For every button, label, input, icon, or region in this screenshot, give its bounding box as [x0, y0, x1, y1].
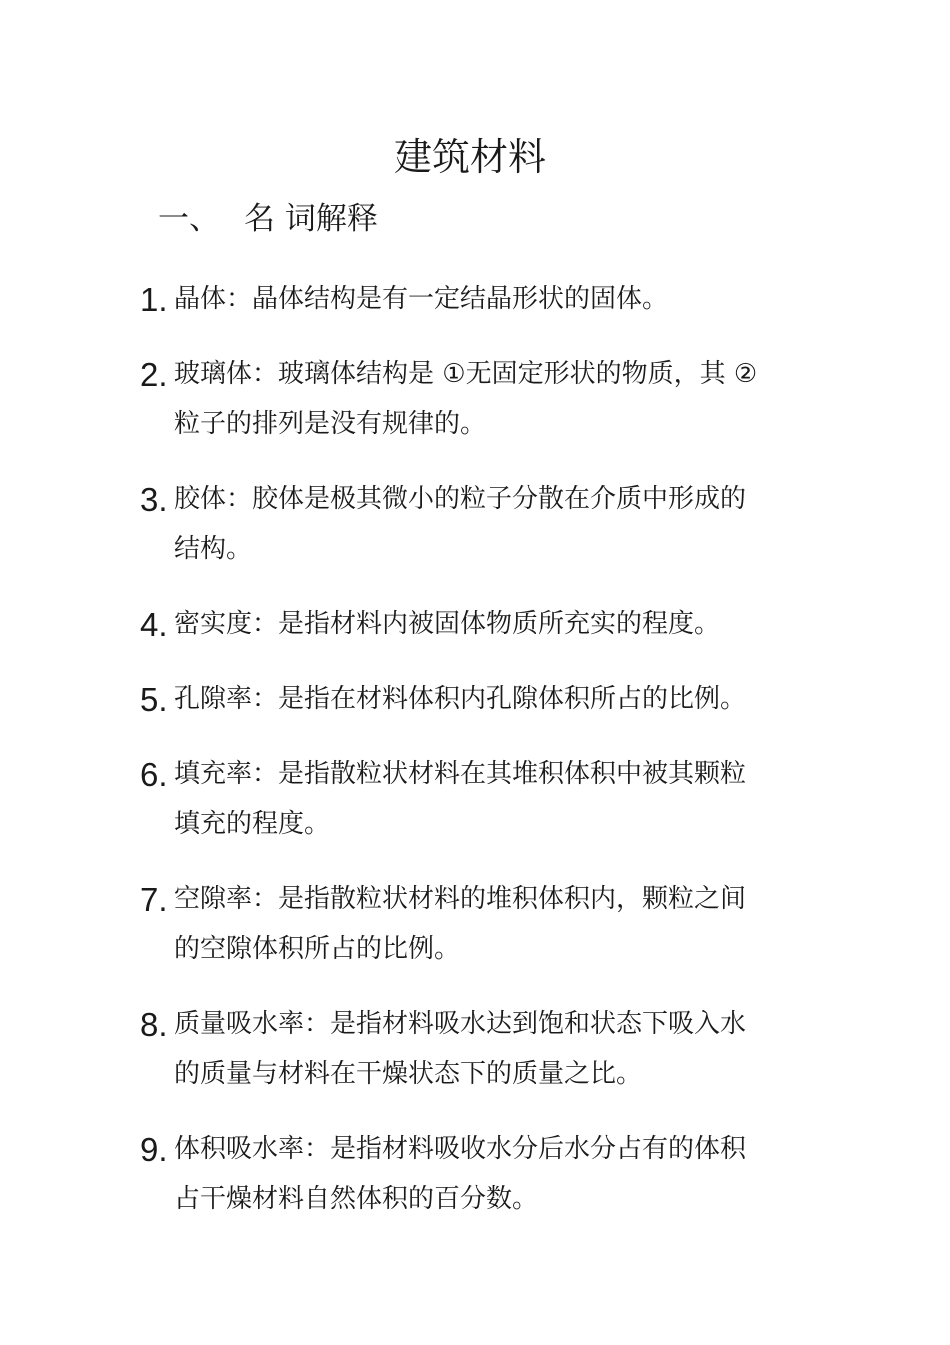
item-text-line: 空隙率：是指散粒状材料的堆积体积内，颗粒之间	[174, 884, 747, 914]
item-text-line: 填充的程度。	[174, 809, 331, 839]
section-number: 一、	[158, 201, 220, 237]
item-text-line: 填充率：是指散粒状材料在其堆积体积中被其颗粒	[174, 759, 747, 789]
item-number: 1.	[140, 281, 168, 318]
list-item	[140, 274, 810, 324]
item-number: 9.	[140, 1131, 168, 1168]
item-text-line: 玻璃体：玻璃体结构是 ①无固定形状的物质，其 ②	[174, 359, 758, 389]
definition-list	[140, 274, 810, 1249]
item-text-line: 密实度：是指材料内被固体物质所充实的程度。	[174, 609, 721, 639]
item-text-line: 的空隙体积所占的比例。	[174, 934, 461, 964]
list-item	[140, 1124, 810, 1224]
section-heading-text: 名 词解释	[244, 201, 378, 237]
item-number: 8.	[140, 1006, 168, 1043]
page-title: 建筑材料	[393, 135, 546, 179]
item-text-line: 粒子的排列是没有规律的。	[174, 409, 487, 439]
item-number: 5.	[140, 681, 168, 718]
item-text-line: 孔隙率：是指在材料体积内孔隙体积所占的比例。	[174, 684, 747, 714]
list-item	[140, 599, 810, 649]
item-number: 7.	[140, 881, 168, 918]
item-number: 2.	[140, 356, 168, 393]
item-text-line: 晶体：晶体结构是有一定结晶形状的固体。	[174, 284, 669, 314]
list-item	[140, 874, 810, 974]
item-text-line: 占干燥材料自然体积的百分数。	[174, 1184, 539, 1214]
section-heading	[158, 198, 378, 240]
item-text-line: 胶体：胶体是极其微小的粒子分散在介质中形成的	[174, 484, 747, 514]
item-number: 6.	[140, 756, 168, 793]
list-item	[140, 749, 810, 849]
list-item	[140, 349, 810, 449]
list-item	[140, 674, 810, 724]
item-number: 4.	[140, 606, 168, 643]
item-number: 3.	[140, 481, 168, 518]
item-text-line: 质量吸水率：是指材料吸水达到饱和状态下吸入水	[174, 1009, 747, 1039]
item-text-line: 结构。	[174, 534, 253, 564]
item-text-line: 体积吸水率：是指材料吸收水分后水分占有的体积	[174, 1134, 747, 1164]
item-text-line: 的质量与材料在干燥状态下的质量之比。	[174, 1059, 643, 1089]
list-item	[140, 474, 810, 574]
list-item	[140, 999, 810, 1099]
